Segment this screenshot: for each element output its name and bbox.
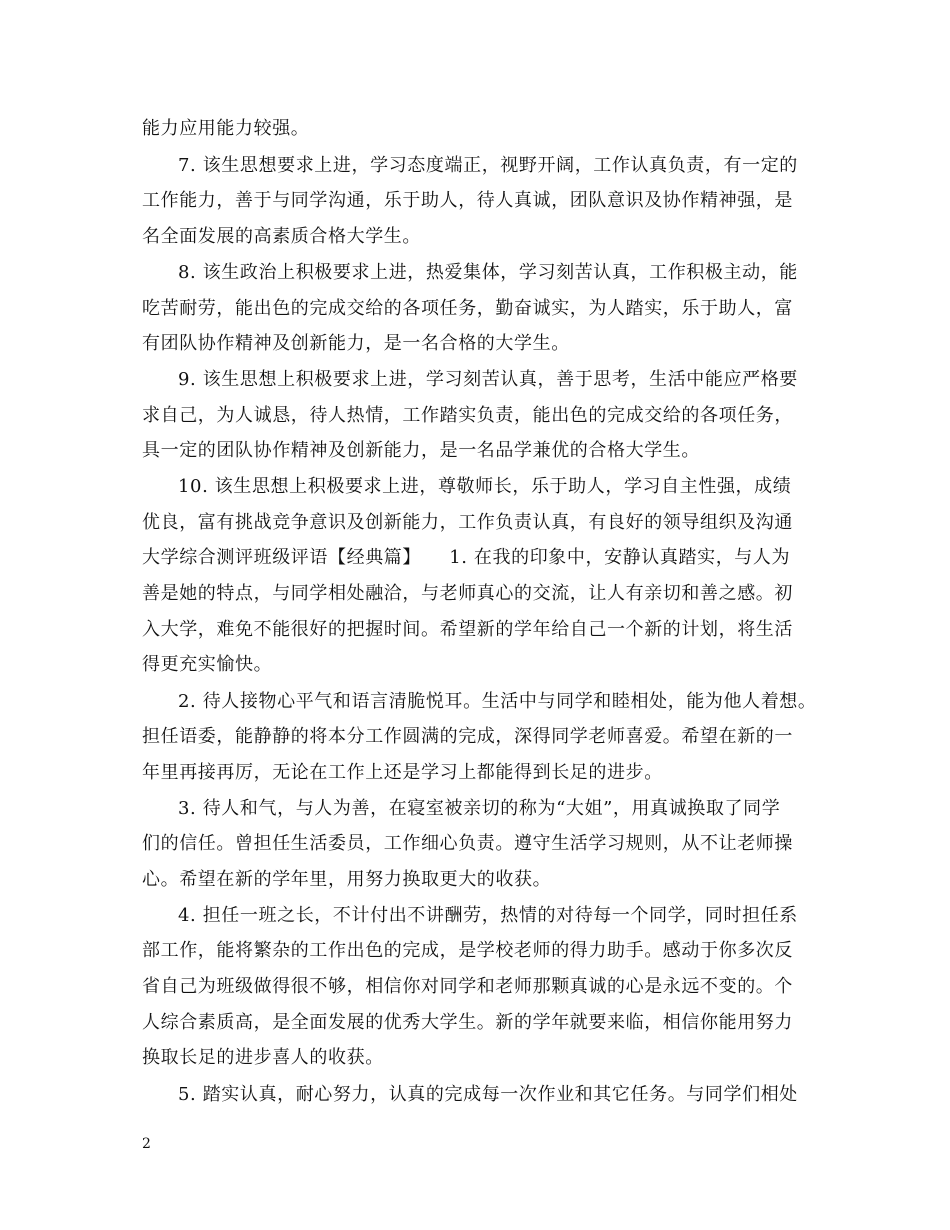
text-line: 年里再接再厉，无论在工作上还是学习上都能得到长足的进步。: [142, 762, 663, 783]
text-line: 10. 该生思想上积极要求上进，尊敬师长，乐于助人，学习自主性强，成绩: [178, 476, 792, 497]
text-line: 省自己为班级做得很不够，相信你对同学和老师那颗真诚的心是永远不变的。个: [142, 976, 793, 997]
text-line: 大学综合测评班级评语【经典篇】 1. 在我的印象中，安静认真踏实，与人为: [142, 547, 791, 568]
text-line: 9. 该生思想上积极要求上进，学习刻苦认真，善于思考，生活中能应严格要: [178, 369, 798, 390]
text-line: 有团队协作精神及创新能力，是一名合格的大学生。: [142, 333, 570, 354]
text-line: 人综合素质高，是全面发展的优秀大学生。新的学年就要来临，相信你能用努力: [142, 1012, 793, 1033]
text-line: 具一定的团队协作精神及创新能力，是一名品学兼优的合格大学生。: [142, 440, 700, 461]
text-line: 入大学，难免不能很好的把握时间。希望新的学年给自己一个新的计划，将生活: [142, 619, 793, 640]
text-line: 2. 待人接物心平气和语言清脆悦耳。生活中与同学和睦相处，能为他人着想。: [178, 691, 817, 712]
text-line: 3. 待人和气，与人为善，在寝室被亲切的称为“大姐”，用真诚换取了同学: [178, 798, 781, 819]
text-line: 得更充实愉快。: [142, 654, 273, 675]
text-line: 5. 踏实认真，耐心努力，认真的完成每一次作业和其它任务。与同学们相处: [178, 1084, 798, 1105]
text-line: 优良，富有挑战竞争意识及创新能力，工作负责认真，有良好的领导组织及沟通: [142, 512, 793, 533]
text-line: 吃苦耐劳，能出色的完成交给的各项任务，勤奋诚实，为人踏实，乐于助人，富: [142, 298, 793, 319]
text-line: 工作能力，善于与同学沟通，乐于助人，待人真诚，团队意识及协作精神强，是: [142, 190, 793, 211]
text-line: 能力应用能力较强。: [142, 118, 310, 139]
text-line: 求自己，为人诚恳，待人热情，工作踏实负责，能出色的完成交给的各项任务，: [142, 405, 793, 426]
text-line: 心。希望在新的学年里，用努力换取更大的收获。: [142, 869, 552, 890]
text-line: 名全面发展的高素质合格大学生。: [142, 226, 421, 247]
text-line: 担任语委，能静静的将本分工作圆满的完成，深得同学老师喜爱。希望在新的一: [142, 726, 793, 747]
text-line: 换取长足的进步喜人的收获。: [142, 1047, 384, 1068]
text-line: 8. 该生政治上积极要求上进，热爱集体，学习刻苦认真，工作积极主动，能: [178, 262, 798, 283]
text-line: 7. 该生思想要求上进，学习态度端正，视野开阔，工作认真负责，有一定的: [178, 155, 798, 176]
text-line: 4. 担任一班之长，不计付出不讲酬劳，热情的对待每一个同学，同时担任系: [178, 905, 798, 926]
text-line: 善是她的特点，与同学相处融洽，与老师真心的交流，让人有亲切和善之感。初: [142, 583, 793, 604]
text-line: 们的信任。曾担任生活委员，工作细心负责。遵守生活学习规则，从不让老师操: [142, 833, 793, 854]
page-number: 2: [142, 1136, 151, 1152]
text-line: 部工作，能将繁杂的工作出色的完成，是学校老师的得力助手。感动于你多次反: [142, 940, 793, 961]
